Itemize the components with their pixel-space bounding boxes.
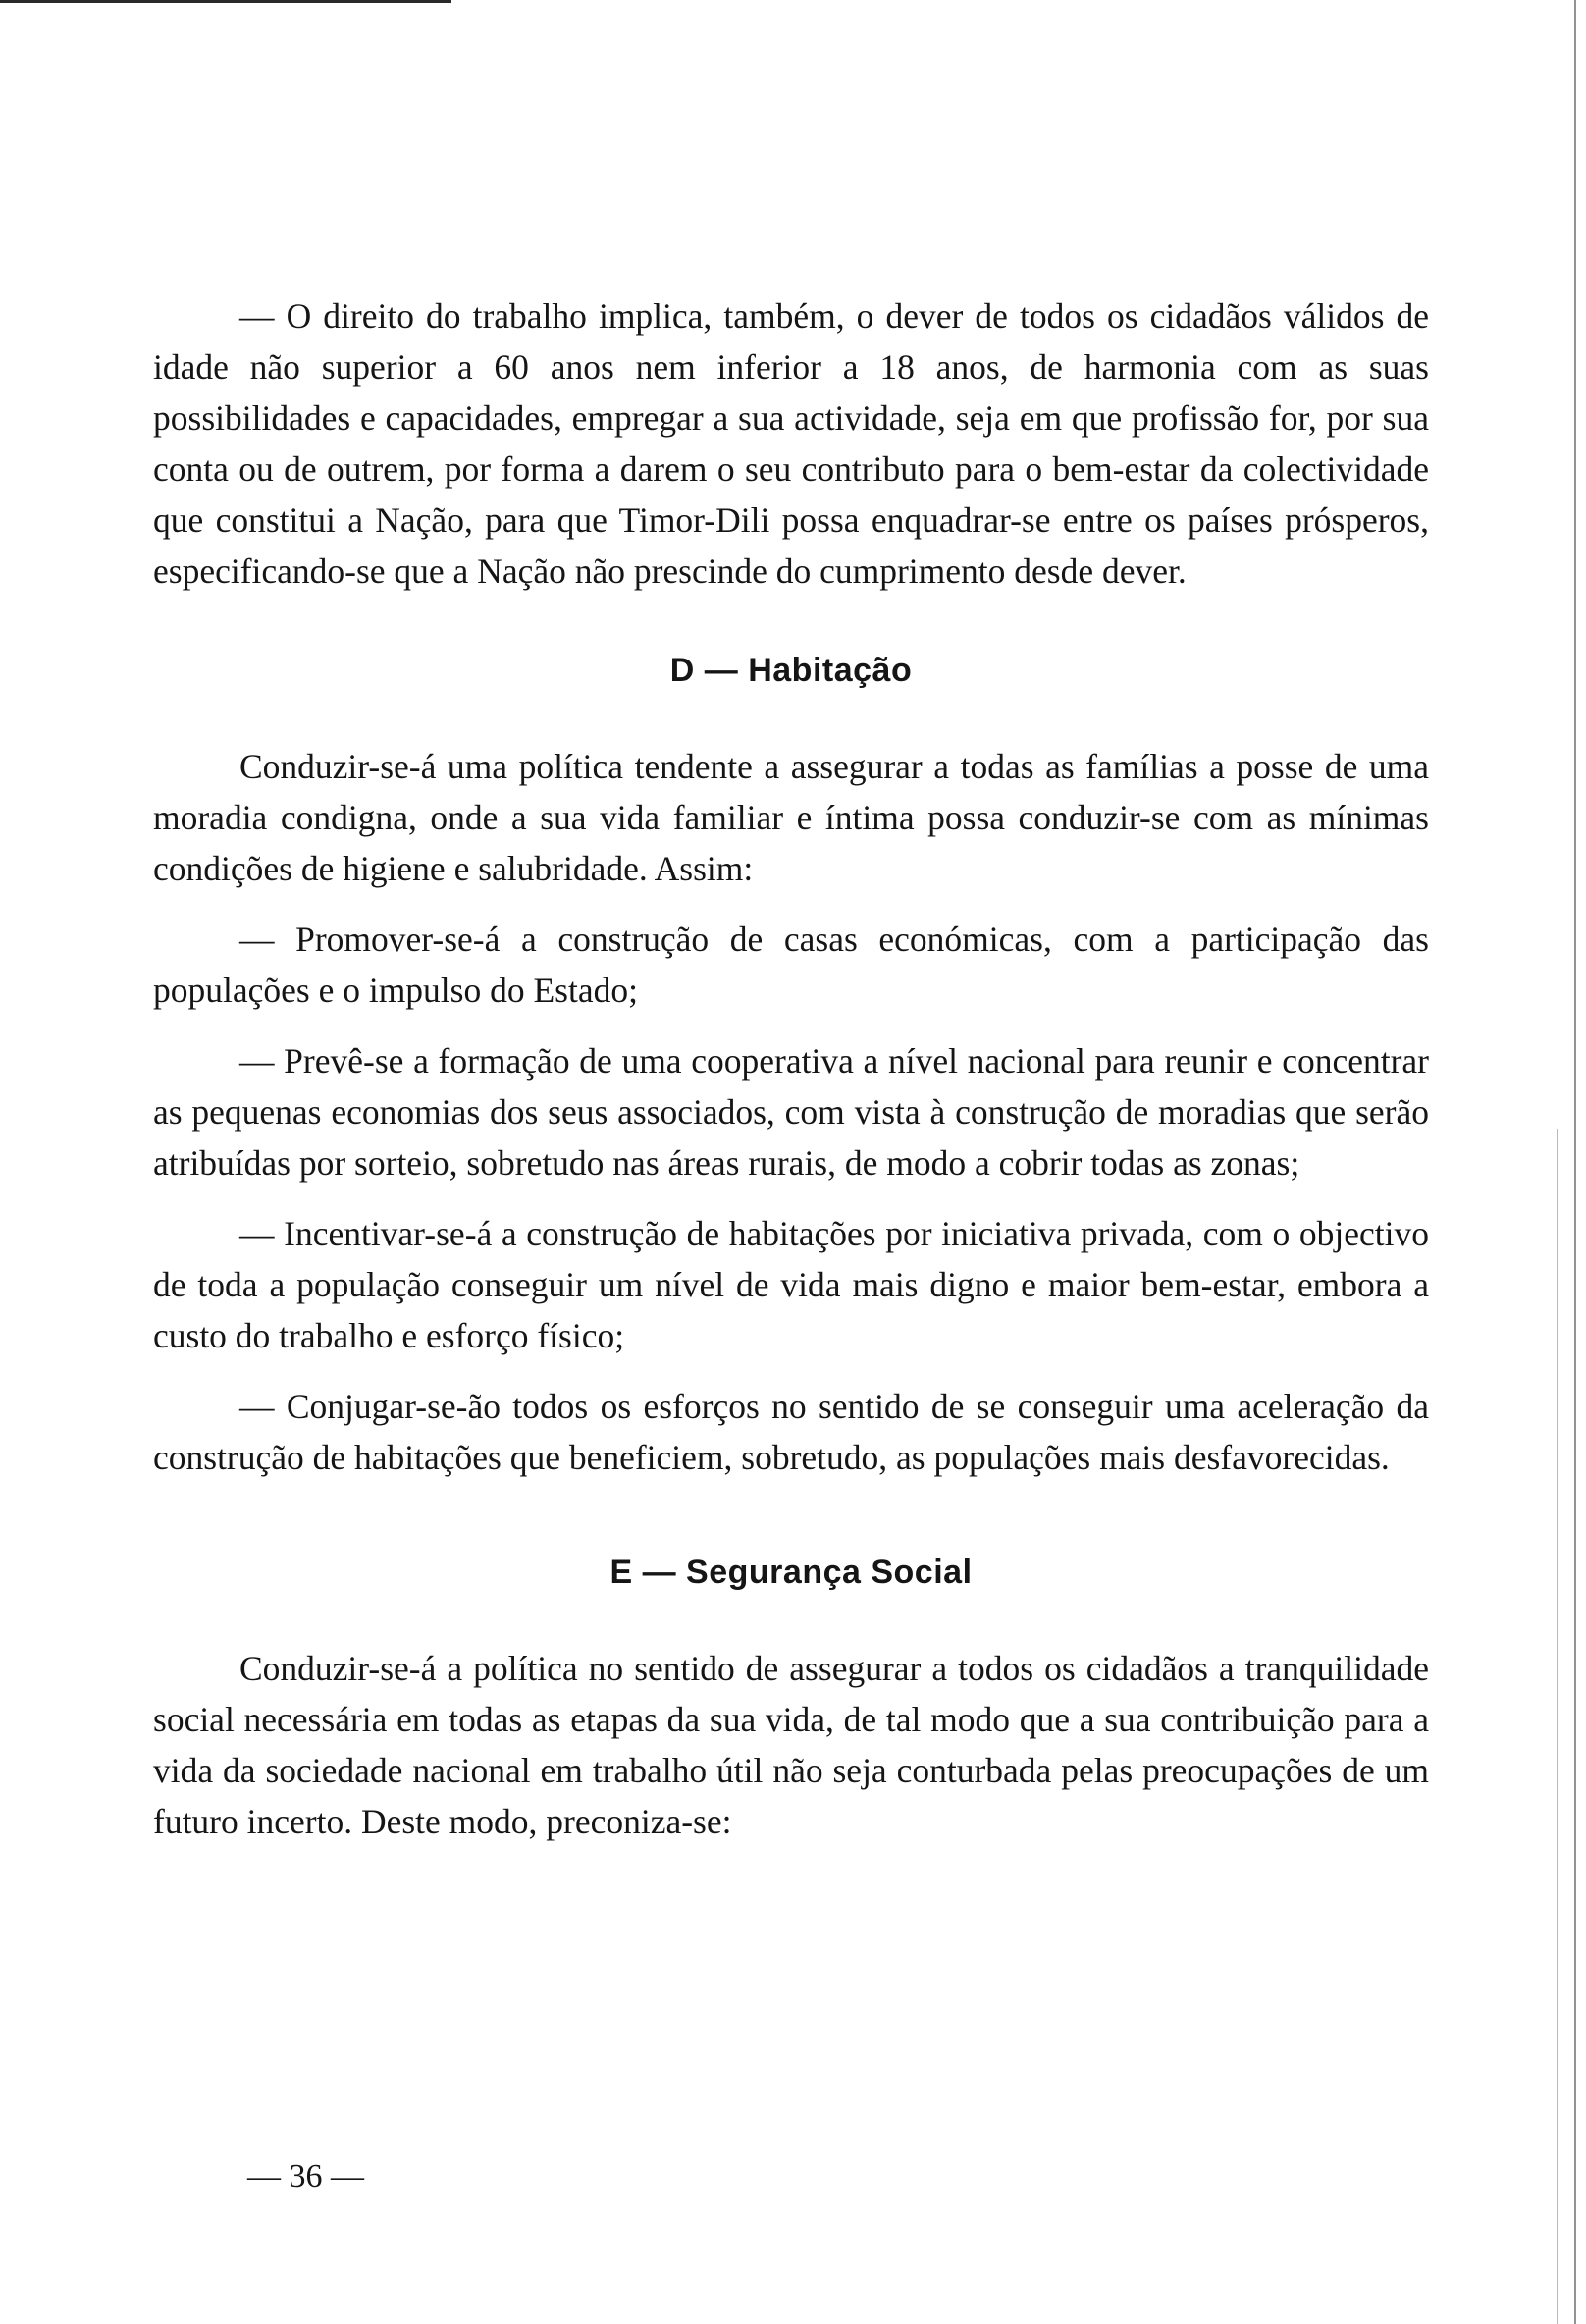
document-page [153,290,1429,1847]
scan-edge-noise [1557,1129,1558,2324]
section-d-intro: Conduzir-se-á uma política tendente a assegurar a todas as famílias a posse de uma moradia condigna, onde a sua vida familiar e íntima possa conduzir-se com as mínimas condições de higiene e salubridade. Assim: [153,747,1429,888]
section-d-item: — Conjugar-se-ão todos os esforços no sentido de se conseguir uma aceleração da construção de habitações que beneficiem, sobretudo, as populações mais desfavorecidas. [153,1387,1429,1477]
section-e-intro: Conduzir-se-á a política no sentido de assegurar a todos os cidadãos a tranquilidade social necessária em todas as etapas da sua vida, de tal modo que a sua contribuição para a vida da sociedade nacional em trabalho útil não seja conturbada pelas preocupações de um futuro incerto. Deste modo, preconiza-se: [153,1649,1429,1841]
section-d-item: — Incentivar-se-á a construção de habitações por iniciativa privada, com o objectivo de toda a população conseguir um nível de vida mais digno e maior bem-estar, embora a custo do trabalho e esforço físico; [153,1214,1429,1355]
section-d-heading: D — Habitação [669,652,913,689]
scan-edge-shadow [1574,0,1576,2324]
section-d-item: — Prevê-se a formação de uma cooperativa a nível nacional para reunir e concentrar as pequenas economias dos seus associados, com vista à construção de moradias que serão atribuídas por sorteio, sobretudo nas áreas rurais, de modo a cobrir todas as zonas; [153,1041,1429,1183]
section-d-item: — Promover-se-á a construção de casas económicas, com a participação das populações e o impulso do Estado; [153,920,1429,1010]
top-edge-rule [0,0,451,3]
intro-paragraph: — O direito do trabalho implica, também, o dever de todos os cidadãos válidos de idade não superior a 60 anos nem inferior a 18 anos, de harmonia com as suas possibilidades e capacidades, empregar a sua actividade, seja em que profissão for, por sua conta ou de outrem, por forma a darem o seu contributo para o bem-estar da colectividade que constitui a Nação, para que Timor-Dili possa enquadrar-se entre os países prósperos, especificando-se que a Nação não prescinde do cumprimento desde dever. [153,296,1429,591]
page-number: — 36 — [247,2158,364,2194]
section-e-heading: E — Segurança Social [609,1554,973,1591]
